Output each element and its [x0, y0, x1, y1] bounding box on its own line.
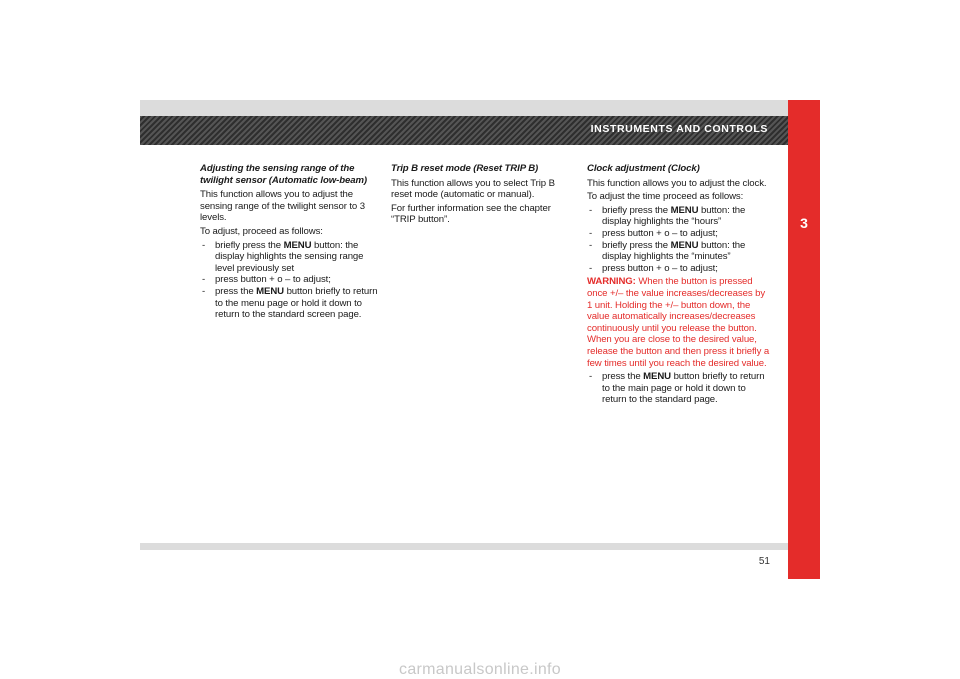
step-text: button briefly to return to the menu page or hold it down to return to the standard screen page. [215, 285, 378, 321]
step-text: briefly press the [602, 239, 671, 251]
paragraph: To adjust, proceed as follows: [200, 225, 323, 237]
section-title: INSTRUMENTS AND CONTROLS [590, 123, 768, 135]
list-item [200, 240, 385, 275]
list-item [587, 228, 772, 240]
list-item [587, 371, 772, 406]
step-text: button: the display highlights the “minutes” [602, 239, 746, 263]
list-item [200, 274, 385, 286]
menu-label: MENU [643, 371, 671, 383]
warning-text: When the button is pressed once +/– the value increases/decreases by 1 unit. Holding the +/– button down, the value automatically increases/decreases continuously until you release the button. When you are close to the desired value, release the button and then press it briefly a few times until you reach the desired value. [587, 276, 770, 369]
list-dash: - [589, 371, 593, 383]
step-text: press button + o – to adjust; [215, 274, 331, 286]
bottom-margin-band [140, 543, 788, 550]
column-twilight-sensor [200, 163, 385, 323]
column-clock-adjustment [587, 163, 772, 408]
paragraph: To adjust the time proceed as follows: [587, 191, 744, 203]
list-dash: - [202, 239, 206, 251]
menu-label: MENU [670, 239, 699, 251]
step-text: press the [602, 371, 644, 383]
menu-label: MENU [670, 204, 699, 216]
list-item [200, 286, 385, 321]
menu-label: MENU [256, 285, 284, 297]
step-text: button: the display highlights the sensing range level previously set [215, 239, 364, 274]
top-margin-band [140, 100, 788, 116]
list-dash: - [202, 285, 206, 297]
paragraph: This function allows you to adjust the sensing range of the twilight sensor to 3 levels. [200, 189, 365, 224]
paragraph: For further information see the chapter “TRIP button”. [391, 202, 551, 226]
chapter-tab [788, 100, 820, 579]
step-text: press the [215, 285, 257, 297]
page-number: 51 [758, 556, 770, 567]
warning-label: WARNING: [587, 276, 636, 288]
list-dash: - [589, 227, 593, 239]
step-text: press button + o – to adjust; [602, 227, 718, 239]
step-text: briefly press the [602, 204, 671, 216]
list-dash: - [589, 204, 593, 216]
steps-list [200, 240, 385, 321]
list-dash: - [589, 262, 593, 274]
list-item [587, 205, 772, 228]
menu-label: MENU [283, 239, 312, 251]
column-trip-b-reset [391, 163, 576, 228]
list-dash: - [589, 239, 593, 251]
section-header-bar [140, 116, 788, 145]
warning-note [587, 276, 772, 369]
site-watermark: carmanualsonline.info [399, 661, 561, 678]
section-heading: Adjusting the sensing range of the twilight sensor (Automatic low-beam) [200, 163, 367, 186]
step-text: briefly press the [215, 239, 284, 251]
step-text: press button + o – to adjust; [602, 262, 718, 274]
paragraph: This function allows you to adjust the clock. [587, 177, 767, 189]
section-heading: Clock adjustment (Clock) [587, 163, 700, 174]
list-item [587, 263, 772, 275]
list-item [587, 240, 772, 263]
chapter-number: 3 [800, 215, 808, 231]
step-text: button briefly to return to the main page or hold it down to return to the standard page. [602, 371, 765, 406]
list-dash: - [202, 274, 206, 286]
step-text: button: the display highlights the “hours” [602, 204, 746, 228]
steps-list [587, 205, 772, 275]
section-heading: Trip B reset mode (Reset TRIP B) [391, 163, 539, 174]
paragraph: This function allows you to select Trip B reset mode (automatic or manual). [391, 177, 555, 201]
steps-list [587, 371, 772, 406]
